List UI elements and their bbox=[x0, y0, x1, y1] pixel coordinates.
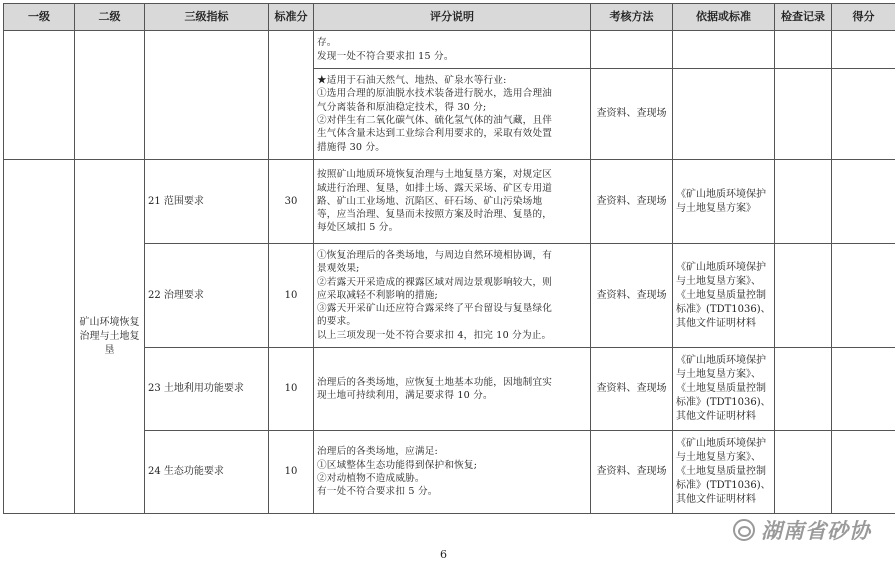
watermark-text: 湖南省砂协 bbox=[761, 519, 871, 543]
level3-cell bbox=[145, 31, 269, 160]
method-cell: 查资料、查现场 bbox=[591, 348, 673, 431]
description-line: ②对伴生有二氧化碳气体、硫化氢气体的油气藏，且伴 bbox=[317, 115, 553, 126]
method-cell: 查资料、查现场 bbox=[591, 431, 673, 514]
header-basis: 依据或标准 bbox=[673, 4, 775, 31]
header-level3: 三级指标 bbox=[145, 4, 269, 31]
basis-cell bbox=[673, 31, 775, 69]
header-record: 检查记录 bbox=[775, 4, 832, 31]
record-cell bbox=[775, 431, 832, 514]
description-cell bbox=[314, 160, 591, 244]
description-line: 现土地可持续利用，满足要求得 10 分。 bbox=[317, 390, 493, 401]
score-cell bbox=[832, 348, 895, 431]
basis-cell: 《矿山地质环境保护与土地复垦方案》、《土地复垦质量控制标准》(TDT1036)、其他文件证明材料 bbox=[673, 244, 775, 348]
level1-cell bbox=[4, 160, 75, 514]
indicator-cell: 23 土地利用功能要求 bbox=[145, 348, 269, 431]
method-cell: 查资料、查现场 bbox=[591, 160, 673, 244]
description-line: ①选用合理的原油脱水技术装备进行脱水，选用合理油 bbox=[317, 88, 553, 100]
description-line: 的要求。 bbox=[317, 316, 357, 328]
standard-score-cell: 30 bbox=[269, 160, 314, 244]
description-line: 存。 bbox=[317, 37, 337, 49]
level2-category: 矿山环境恢复治理与土地复垦 bbox=[75, 160, 145, 514]
description-line: 每处区域扣 5 分。 bbox=[317, 222, 399, 234]
description-line: 气分离装备和原油稳定技术，得 30 分; bbox=[317, 101, 487, 113]
record-cell bbox=[775, 69, 832, 160]
method-cell bbox=[591, 31, 673, 69]
score-cell bbox=[832, 431, 895, 514]
method-cell: 查资料、查现场 bbox=[591, 69, 673, 160]
basis-cell: 《矿山地质环境保护与土地复垦方案》、《土地复垦质量控制标准》(TDT1036)、其他文件证明材料 bbox=[673, 431, 775, 514]
description-line: ①恢复治理后的各类场地，与周边自然环境相协调，有 bbox=[317, 249, 553, 261]
method-cell: 查资料、查现场 bbox=[591, 244, 673, 348]
standard-score-cell: 10 bbox=[269, 431, 314, 514]
table-row bbox=[4, 160, 895, 244]
description-line: 应采取减轻不利影响的措施; bbox=[317, 289, 438, 301]
description-line: ③露天开采矿山还应符合露采终了平台留设与复垦绿化 bbox=[317, 303, 553, 315]
record-cell bbox=[775, 348, 832, 431]
description-line: 发现一处不符合要求扣 15 分。 bbox=[317, 50, 454, 62]
standard-score-cell: 10 bbox=[269, 348, 314, 431]
description-cell bbox=[314, 69, 591, 160]
evaluation-table bbox=[3, 3, 895, 514]
description-line: 路、矿山工业场地、沉陷区、矸石场、矿山污染场地 bbox=[317, 195, 543, 207]
description-line: 生气体含量未达到工业综合利用要求的，采取有效处置 bbox=[317, 128, 553, 140]
description-line: ②对动植物不造成威胁。 bbox=[317, 473, 425, 484]
description-line: 景观效果; bbox=[317, 263, 360, 275]
header-level1: 一级 bbox=[4, 4, 75, 31]
description-line: 按照矿山地质环境恢复治理与土地复垦方案，对规定区 bbox=[317, 169, 553, 181]
description-line: 以上三项发现一处不符合要求扣 4，扣完 10 分为止。 bbox=[317, 329, 552, 341]
description-line: ②若露天开采造成的裸露区域对周边景观影响较大，则 bbox=[317, 276, 553, 288]
description-cell bbox=[314, 348, 591, 431]
score-cell bbox=[832, 31, 895, 69]
score-cell bbox=[832, 244, 895, 348]
wechat-icon bbox=[733, 519, 755, 541]
record-cell bbox=[775, 160, 832, 244]
description-line: 措施得 30 分。 bbox=[317, 141, 386, 153]
watermark bbox=[733, 515, 871, 545]
description-line: 有一处不符合要求扣 5 分。 bbox=[317, 486, 438, 498]
description-cell bbox=[314, 31, 591, 69]
description-cell bbox=[314, 244, 591, 348]
header-score: 得分 bbox=[832, 4, 895, 31]
record-cell bbox=[775, 31, 832, 69]
description-line: ★适用于石油天然气、地热、矿泉水等行业: bbox=[317, 75, 507, 87]
header-row bbox=[4, 4, 895, 31]
basis-cell bbox=[673, 69, 775, 160]
description-line: 等，应当治理、复垦而未按照方案及时治理、复垦的， bbox=[317, 209, 553, 221]
record-cell bbox=[775, 244, 832, 348]
description-cell bbox=[314, 431, 591, 514]
description-line: 治理后的各类场地，应满足: bbox=[317, 446, 438, 458]
indicator-cell: 24 生态功能要求 bbox=[145, 431, 269, 514]
level2-cell bbox=[75, 31, 145, 160]
description-line: 治理后的各类场地，应恢复土地基本功能，因地制宜实 bbox=[317, 376, 553, 388]
header-level2: 二级 bbox=[75, 4, 145, 31]
level1-cell bbox=[4, 31, 75, 160]
standard-score-cell bbox=[269, 31, 314, 160]
table-row bbox=[4, 31, 895, 69]
header-description: 评分说明 bbox=[314, 4, 591, 31]
score-cell bbox=[832, 160, 895, 244]
standard-score-cell: 10 bbox=[269, 244, 314, 348]
description-line: 域进行治理、复垦，如排土场、露天采场、矿区专用道 bbox=[317, 182, 553, 194]
page-number: 6 bbox=[440, 548, 447, 561]
basis-cell: 《矿山地质环境保护与土地复垦方案》、《土地复垦质量控制标准》(TDT1036)、其他文件证明材料 bbox=[673, 348, 775, 431]
description-line: ①区域整体生态功能得到保护和恢复; bbox=[317, 459, 478, 471]
indicator-cell: 21 范围要求 bbox=[145, 160, 269, 244]
indicator-cell: 22 治理要求 bbox=[145, 244, 269, 348]
header-standard-score: 标准分 bbox=[269, 4, 314, 31]
score-cell bbox=[832, 69, 895, 160]
basis-cell: 《矿山地质环境保护与土地复垦方案》 bbox=[673, 160, 775, 244]
header-method: 考核方法 bbox=[591, 4, 673, 31]
